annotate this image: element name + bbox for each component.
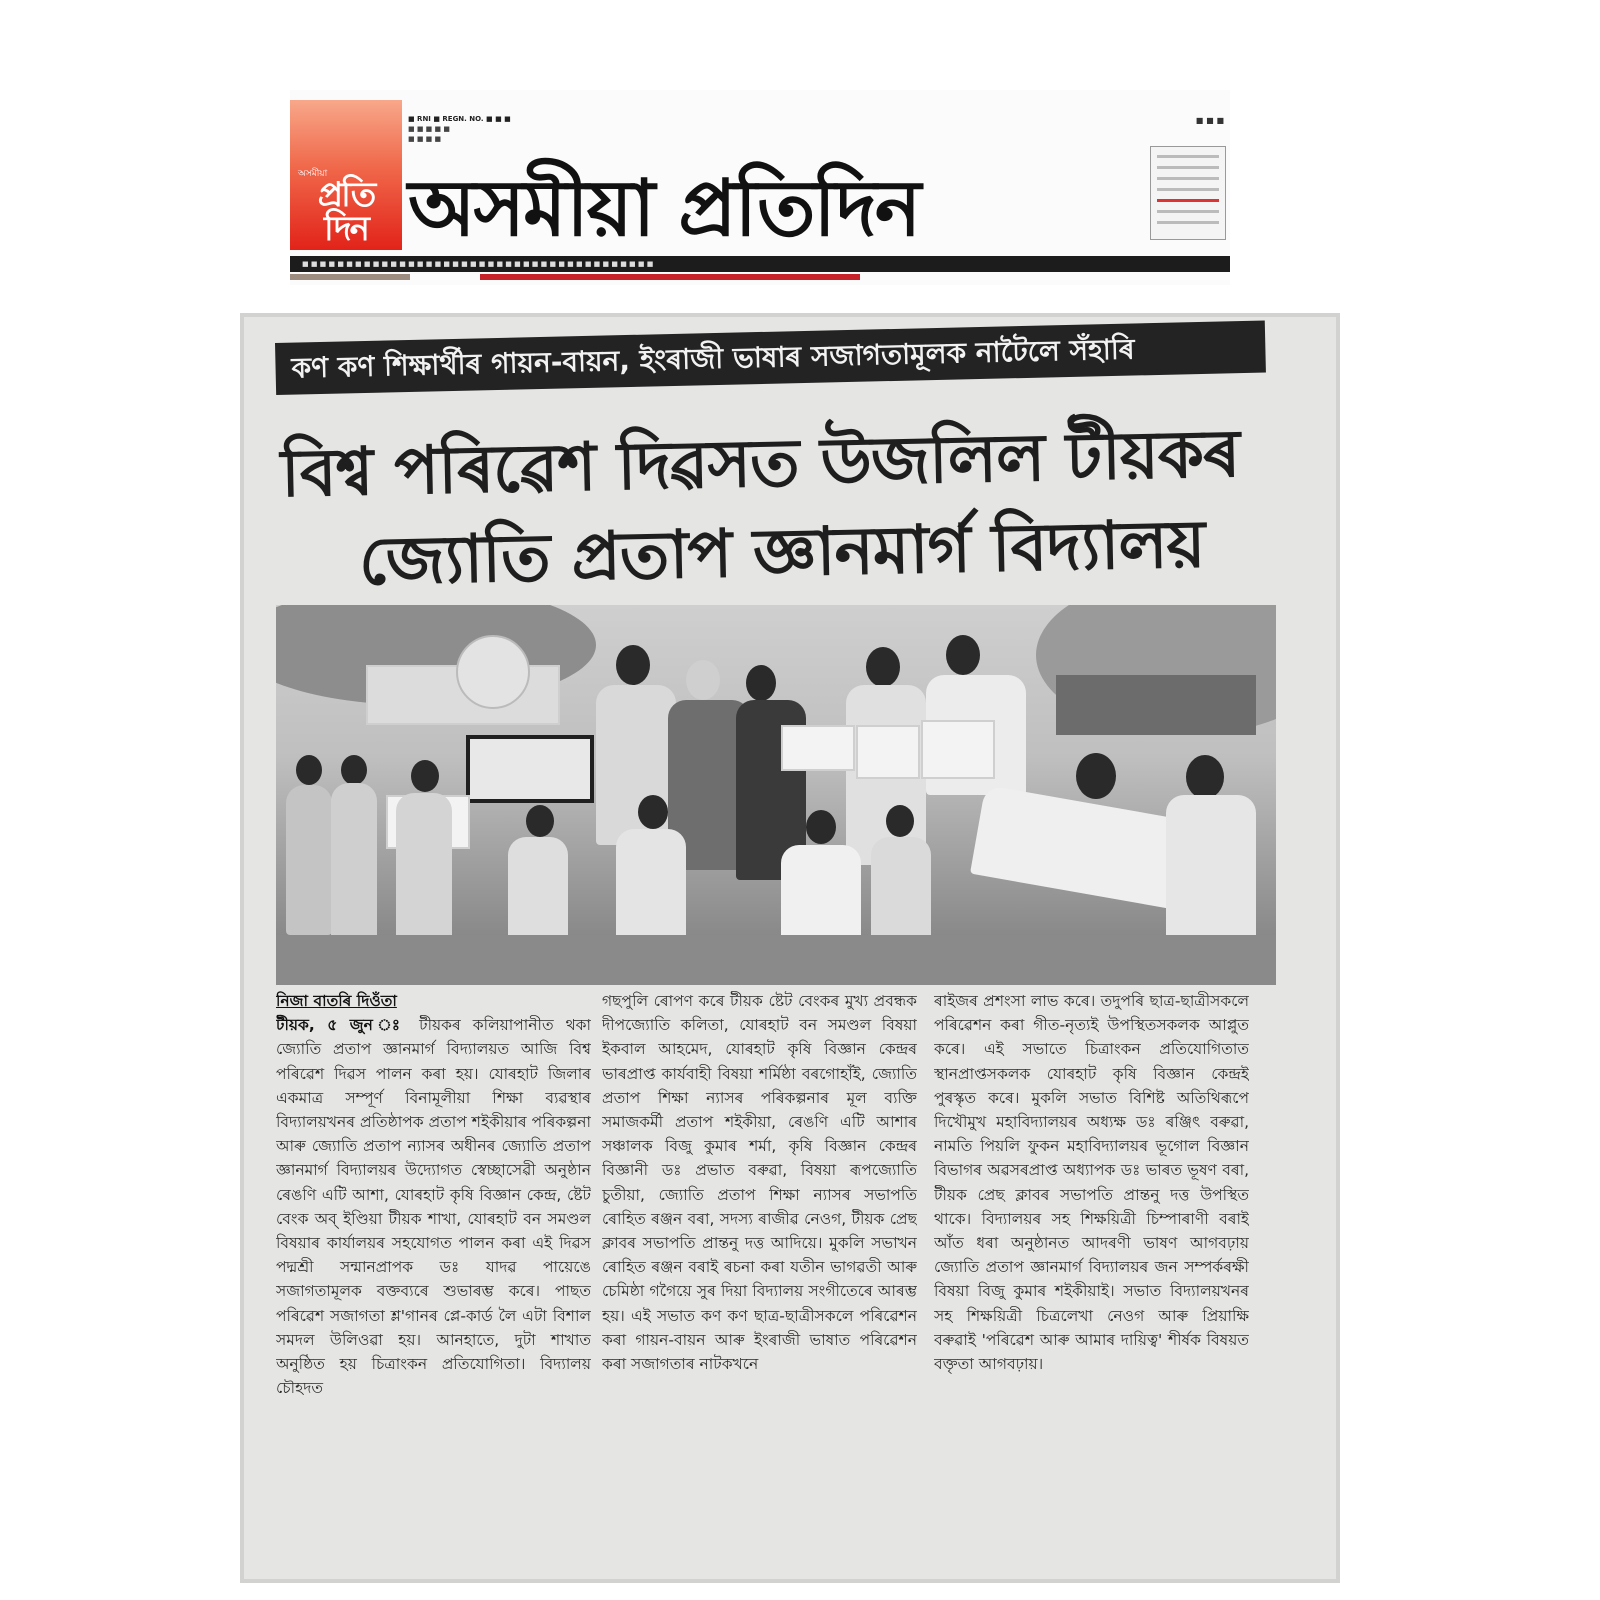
meta-line-2: ■ ■ ■ ■ ■ <box>408 125 450 133</box>
article-column-1 <box>276 989 591 1569</box>
newspaper-logo <box>290 100 402 250</box>
column-2-text: গছপুলি ৰোপণ কৰে টীয়ক ষ্টেট বেংকৰ মুখ্য প্ৰবন্ধক দীপজ্যোতি কলিতা, যোৰহাট বন সমণ্ডল বিষয়া ইকবাল আহমেদ, যোৰহাট কৃষি বিজ্ঞান কেন্দ্ৰৰ ভাৰপ্ৰাপ্ত কাৰ্যবাহী বিষয়া শৰ্মিষ্ঠা বৰগোহাঁই, জ্যোতি প্ৰতাপ শিক্ষা ন্যাসৰ পৰিকল্পনাৰ মূল ব্যক্তি সমাজকৰ্মী প্ৰতাপ শইকীয়া, ৰেঙণি এটি আশাৰ সঞ্চালক বিজু কুমাৰ শৰ্মা, কৃষি বিজ্ঞান কেন্দ্ৰৰ বিজ্ঞানী ডঃ প্ৰভাত বৰুৱা, বিষয়া ৰূপজ্যোতি চুতীয়া, জ্যোতি প্ৰতাপ শিক্ষা ন্যাসৰ সভাপতি ৰোহিত ৰঞ্জন বৰা, সদস্য ৰাজীৱ নেওগ, টীয়ক প্ৰেছ ক্লাবৰ সভাপতি প্ৰান্তনু দত্ত আদিয়ে। মুকলি সভাখন ৰোহিত ৰঞ্জন বৰাই ৰচনা কৰা যতীন ভাগৱতী আৰু চেমিষ্ঠা গগৈয়ে সুৰ দিয়া বিদ্যালয় সংগীতেৰে আৰম্ভ হয়। এই সভাত কণ কণ ছাত্ৰ-ছাত্ৰীসকলে পৰিৱেশন কৰা গায়ন-বায়ন আৰু ইংৰাজী ভাষাত পৰিৱেশন কৰা সজাগতাৰ নাটকখনে <box>602 992 917 1374</box>
news-clipping <box>240 313 1340 1583</box>
newspaper-title: অসমীয়া প্ৰতিদিন <box>408 163 920 254</box>
article-column-3 <box>934 989 1249 1569</box>
masthead-date: ■ ■ ■ <box>1195 116 1224 125</box>
logo-text: প্ৰতি দিন <box>317 175 375 249</box>
logo-small-text: অসমীয়া <box>298 169 328 179</box>
newspaper-masthead <box>290 90 1230 285</box>
meta-line-3: ■ ■ ■ ■ <box>408 135 442 143</box>
article-kicker-bar <box>275 321 1266 395</box>
column-3-text: ৰাইজৰ প্ৰশংসা লাভ কৰে। তদুপৰি ছাত্ৰ-ছাত্ৰীসকলে পৰিৱেশন কৰা গীত-নৃত্যই উপস্থিতসকলক আপ্লুত কৰে। এই সভাতে চিত্ৰাংকন প্ৰতিযোগিতাত স্থানপ্ৰাপ্তসকলক যোৰহাট কৃষি বিজ্ঞান কেন্দ্ৰই পুৰস্কৃত কৰে। মুকলি সভাত বিশিষ্ট অতিথিৰূপে দিখৌমুখ মহাবিদ্যালয়ৰ অধ্যক্ষ ডঃ ৰঞ্জিৎ বৰুৱা, নামতি পিয়লি ফুকন মহাবিদ্যালয়ৰ ভূগোল বিজ্ঞান বিভাগৰ অৱসৰপ্ৰাপ্ত অধ্যাপক ডঃ ভাৰত ভূষণ বৰা, টীয়ক প্ৰেছ ক্লাবৰ সভাপতি প্ৰান্তনু দত্ত উপস্থিত থাকে। বিদ্যালয়ৰ সহ শিক্ষয়িত্ৰী চিম্পাৰাণী বৰাই আঁত ধৰা অনুষ্ঠানত আদৰণী ভাষণ আগবঢ়ায় জ্যোতি প্ৰতাপ জ্ঞানমাৰ্গ বিদ্যালয়ৰ জন সম্পৰ্কৰক্ষী বিষয়া বিজু কুমাৰ শইকীয়াই। সভাত বিদ্যালয়খনৰ সহ শিক্ষয়িত্ৰী চিত্ৰলেখা নেওগ আৰু প্ৰিয়াক্ষি বৰুৱাই 'পৰিৱেশ আৰু আমাৰ দায়িত্ব' শীৰ্ষক বিষয়ত বক্তৃতা আগবঢ়ায়। <box>934 992 1249 1374</box>
masthead-ear-box <box>1150 146 1226 240</box>
article-headline-line-1: বিশ্ব পৰিৱেশ দিৱসত উজলিল টীয়কৰ <box>280 414 1240 512</box>
article-photo <box>276 605 1276 985</box>
article-dateline: টীয়ক, ৫ জুন ঃ <box>276 1016 408 1035</box>
masthead-grey-strip <box>290 274 410 280</box>
masthead-red-strip <box>480 274 860 280</box>
article-column-2 <box>602 989 917 1569</box>
masthead-meta <box>408 114 511 144</box>
article-kicker: কণ কণ শিক্ষাৰ্থীৰ গায়ন-বায়ন, ইংৰাজী ভাষাৰ সজাগতামূলক নাটৈলে সঁহাৰি <box>291 332 1135 385</box>
article-byline: নিজা বাতৰি দিওঁতা <box>276 992 397 1010</box>
ticker-text: ■ ■ ■ ■ ■ ■ ■ ■ ■ ■ ■ ■ ■ ■ ■ ■ ■ ■ ■ ■ ■ ■ ■ ■ ■ ■ ■ ■ ■ ■ ■ ■ ■ ■ ■ ■ ■ ■ ■ ■ <box>302 260 654 268</box>
column-1-text: টীয়কৰ কলিয়াপানীত থকা জ্যোতি প্ৰতাপ জ্ঞানমাৰ্গ বিদ্যালয়ত আজি বিশ্ব পৰিৱেশ দিৱস পালন কৰা হয়। যোৰহাট জিলাৰ একমাত্ৰ সম্পূৰ্ণ বিনামূলীয়া শিক্ষা ব্যৱস্থাৰ বিদ্যালয়খনৰ প্ৰতিষ্ঠাপক প্ৰতাপ শইকীয়াৰ পৰিকল্পনা আৰু জ্যোতি প্ৰতাপ ন্যাসৰ অধীনৰ জ্যোতি প্ৰতাপ জ্ঞানমাৰ্গ বিদ্যালয়ৰ উদ্যোগত স্বেচ্ছাসেৱী অনুষ্ঠান ৰেঙণি এটি আশা, যোৰহাট কৃষি বিজ্ঞান কেন্দ্ৰ, ষ্টেট বেংক অব্ ইণ্ডিয়া টীয়ক শাখা, যোৰহাট বন সমণ্ডল বিষয়াৰ কাৰ্যালয়ৰ সহযোগত পালন কৰা এই দিৱস পদ্মশ্ৰী সন্মানপ্ৰাপক ডঃ যাদৱ পায়েঙে সজাগতামূলক বক্তব্যৰে শুভাৰম্ভ কৰে। পাছত পৰিৱেশ সজাগতা শ্ল'গানৰ প্লে-কাৰ্ড লৈ এটা বিশাল সমদল উলিওৱা হয়। আনহাতে, দুটা শাখাত অনুষ্ঠিত হয় চিত্ৰাংকন প্ৰতিযোগিতা। বিদ্যালয় চৌহদত <box>276 1016 591 1398</box>
meta-line-1: ■ RNI ■ REGN. NO. ■ ■ ■ <box>408 115 511 123</box>
masthead-ticker-strip <box>290 256 1230 272</box>
article-headline-line-2: জ্যোতি প্ৰতাপ জ্ঞানমাৰ্গ বিদ্যালয় <box>358 505 1206 600</box>
